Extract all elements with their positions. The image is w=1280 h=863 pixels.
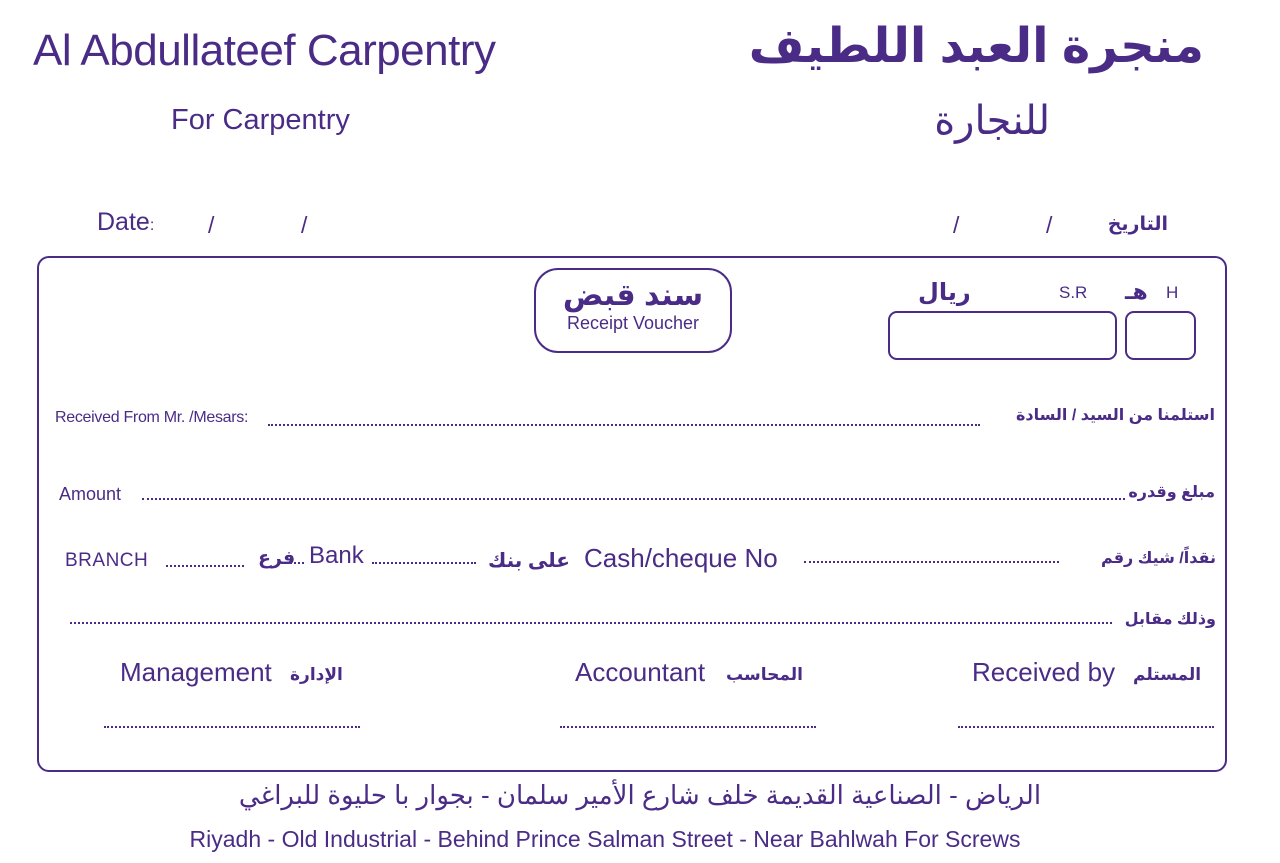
against-field[interactable] <box>70 622 1112 624</box>
received-by-label-en: Received by <box>972 657 1116 687</box>
cheque-number-field[interactable] <box>804 561 1059 563</box>
received-by-label-ar: المستلم <box>1133 665 1202 684</box>
branch-field[interactable] <box>166 565 244 567</box>
footer-address-en: Riyadh - Old Industrial - Behind Prince Salman Street - Near Bahlwah For Screws <box>189 826 1021 852</box>
date-slash: / <box>208 212 215 238</box>
voucher-title-en: Receipt Voucher <box>566 313 700 333</box>
company-name-en: Al Abdullateef Carpentry <box>33 26 496 75</box>
management-label-en: Management <box>120 657 272 687</box>
date-label-en: Date: <box>97 208 155 236</box>
riyal-amount-field[interactable] <box>888 311 1117 360</box>
branch-label-en: BRANCH <box>65 550 149 571</box>
accountant-label-ar: المحاسب <box>726 665 803 684</box>
halala-label-en: H <box>1166 283 1179 302</box>
company-subtitle-ar: للنجارة <box>934 99 1050 143</box>
amount-field[interactable] <box>142 498 1125 500</box>
company-name-ar: منجرة العبد اللطيف <box>748 20 1204 73</box>
cheque-label-en: Cash/cheque No <box>584 543 778 573</box>
date-slash: / <box>301 212 308 238</box>
received-by-signature-field[interactable] <box>958 726 1214 728</box>
date-slash: / <box>953 212 960 238</box>
against-label-ar: وذلك مقابل <box>1124 611 1216 628</box>
accountant-signature-field[interactable] <box>560 726 816 728</box>
accountant-label-en: Accountant <box>575 657 706 687</box>
received-from-field[interactable] <box>268 424 980 426</box>
branch-label-ar: فرع <box>258 548 296 569</box>
halala-amount-field[interactable] <box>1125 311 1196 360</box>
voucher-title-badge <box>534 268 732 353</box>
management-label-ar: الإدارة <box>290 665 343 684</box>
date-label-ar: التاريخ <box>1107 214 1168 235</box>
riyal-label-en: S.R <box>1059 283 1088 302</box>
management-signature-field[interactable] <box>104 726 360 728</box>
amount-label-ar: مبلغ وقدره <box>1128 484 1215 501</box>
riyal-label-ar: ريال <box>918 279 971 306</box>
bank-label-en: Bank <box>309 542 364 569</box>
amount-label-en: Amount <box>59 484 122 504</box>
received-from-label-en: Received From Mr. /Mesars: <box>55 409 249 426</box>
voucher-title-ar: سند قبض <box>562 279 704 312</box>
cheque-label-ar: نقداً/ شيك رقم <box>1101 550 1216 567</box>
halala-label-ar: هـ <box>1125 279 1148 304</box>
received-from-label-ar: استلمنا من السيد / السادة <box>1015 407 1215 424</box>
bank-field-leader <box>290 562 304 564</box>
company-subtitle-en: For Carpentry <box>171 104 350 136</box>
footer-address-ar: الرياض - الصناعية القديمة خلف شارع الأمير سلمان - بجوار با حليوة للبراغي <box>238 780 1042 810</box>
bank-label-ar: على بنك <box>488 550 570 572</box>
date-slash: / <box>1046 212 1053 238</box>
bank-field[interactable] <box>372 562 476 564</box>
